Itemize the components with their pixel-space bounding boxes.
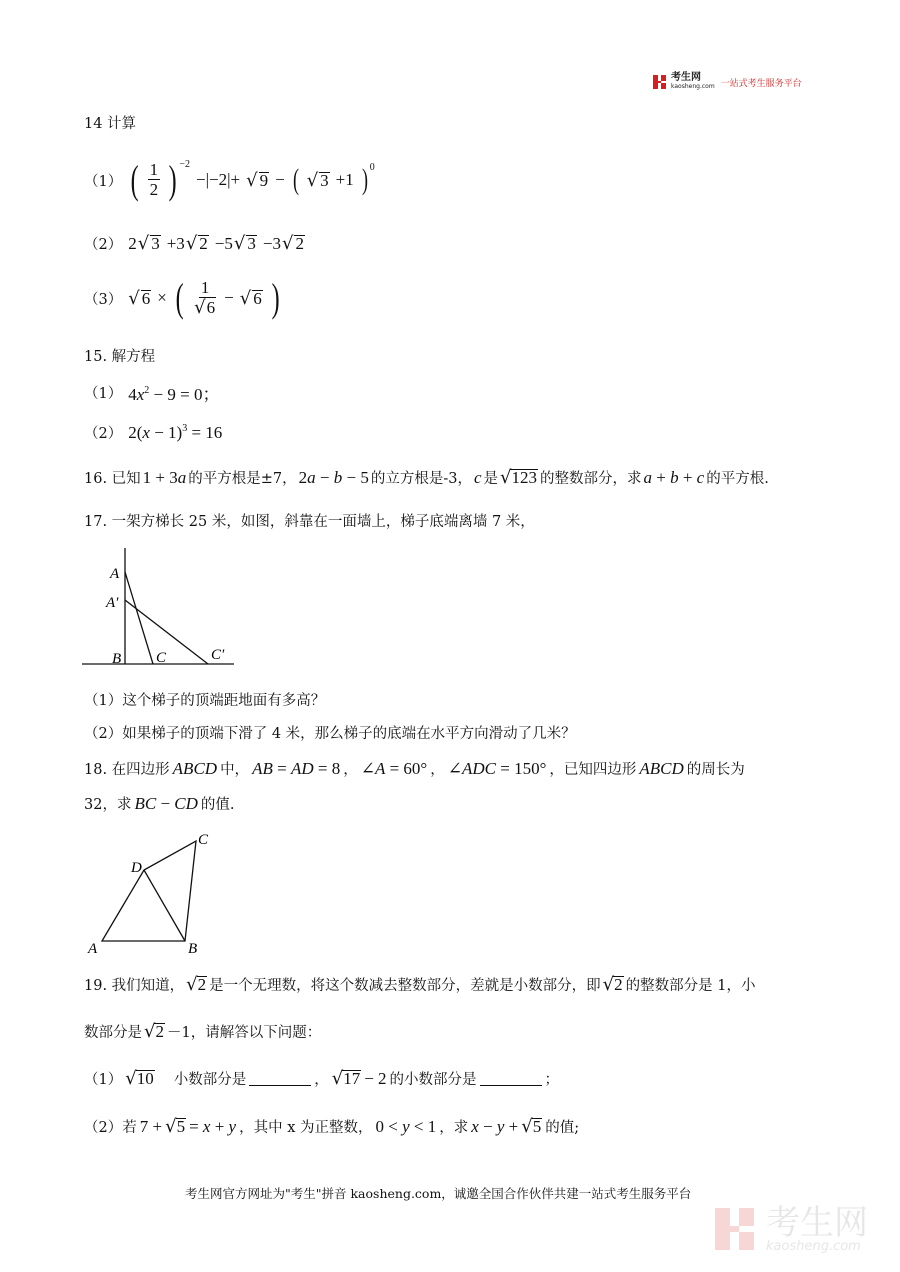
label-B: B [112, 651, 122, 667]
answer-blank-1[interactable] [249, 1071, 311, 1086]
label-B: B [188, 941, 198, 957]
label-A-prime: A′ [106, 595, 119, 611]
watermark-logo-icon [712, 1205, 760, 1253]
q16-text: 16. 已知 1 + 3a 的平方根是±7， 2a − b − 5 的立方根是-3， c 是 √ 123 的整数部分，求 a + b + c 的平方根. [84, 467, 769, 488]
label-A: A [88, 941, 98, 957]
q14-part2: （2） 2 √ 3 +3 √ 2 −5 √ 3 −3 √ 2 [84, 233, 304, 254]
q14-part3: （3） √ 6 × ( $\frac{1}{√6}$ − √ 6 ) [84, 275, 280, 320]
watermark-url: kaosheng.com [766, 1238, 861, 1254]
kaosheng-logo-icon [652, 74, 668, 90]
q19-part2: （2）若 7 + √ 5 = x + y ，其中 x 为正整数， 0 < y < 1 ，求 x − y + √ 5 的值; [84, 1116, 580, 1137]
quadrilateral-figure [82, 825, 222, 960]
q15-title: 15. 解方程 [84, 349, 156, 365]
q15-part1: （1） $4x^2 - 9 = 0$； [84, 385, 220, 404]
quad-ABCD [102, 841, 196, 941]
label-C-prime: C′ [211, 647, 225, 663]
label-C: C [198, 832, 209, 848]
q17-text: 17. 一架方梯长 25 米，如图，斜靠在一面墙上，梯子底端离墙 7 米， [84, 514, 535, 530]
footer-text: 考生网官方网址为"考生"拼音 kaosheng.com，诚邀全国合作伙伴共建一站式考生服务平台 [185, 1186, 692, 1201]
q14-title: 14 计算 [84, 116, 137, 132]
brand-name: 考生网 [671, 72, 701, 83]
label-D: D [131, 860, 142, 876]
brand-slogan: 一站式考生服务平台 [720, 78, 802, 89]
q19-line1: 19. 我们知道， √ 2 是一个无理数，将这个数减去整数部分，差就是小数部分，即 √ 2 的整数部分是 1，小 [84, 974, 756, 995]
answer-blank-2[interactable] [480, 1071, 542, 1086]
watermark-brand: 考生网 [766, 1202, 868, 1243]
diagonal-DB [144, 870, 185, 941]
q15-part2: （2） $2(x - 1)^3 = 16$ [84, 422, 223, 442]
watermark [712, 1202, 868, 1257]
header-logo [652, 73, 802, 94]
label-A: A [110, 566, 120, 582]
fraction-half: $\frac{1}{2}$ [149, 159, 159, 199]
brand-url: kaosheng.com [671, 83, 715, 90]
ladder-A1C1 [125, 600, 208, 664]
q18-line1: 18. 在四边形 ABCD 中， AB = AD = 8 ， ∠A = 60° ， ∠ADC = 150° ，已知四边形 ABCD 的周长为 [84, 758, 745, 778]
q14-part1: （1） ( $\frac{1}{2}$ ) −2 −|−2|+ √ 9 − ( √ 3 +1 ) 0 [84, 157, 375, 202]
ladder-figure [80, 540, 240, 670]
q18-line2: 32，求 BC − CD 的值. [84, 793, 235, 813]
q19-line2: 数部分是 √ 2 －1，请解答以下问题： [84, 1021, 322, 1042]
q17-part1: （1）这个梯子的顶端距地面有多高？ [84, 693, 326, 709]
q19-part1: （1） √ 10 小数部分是 ， √ 17 − 2 的小数部分是 ； [84, 1068, 560, 1089]
q17-part2: （2）如果梯子的顶端下滑了 4 米，那么梯子的底端在水平方向滑动了几米？ [84, 726, 576, 742]
label-C: C [156, 650, 167, 666]
